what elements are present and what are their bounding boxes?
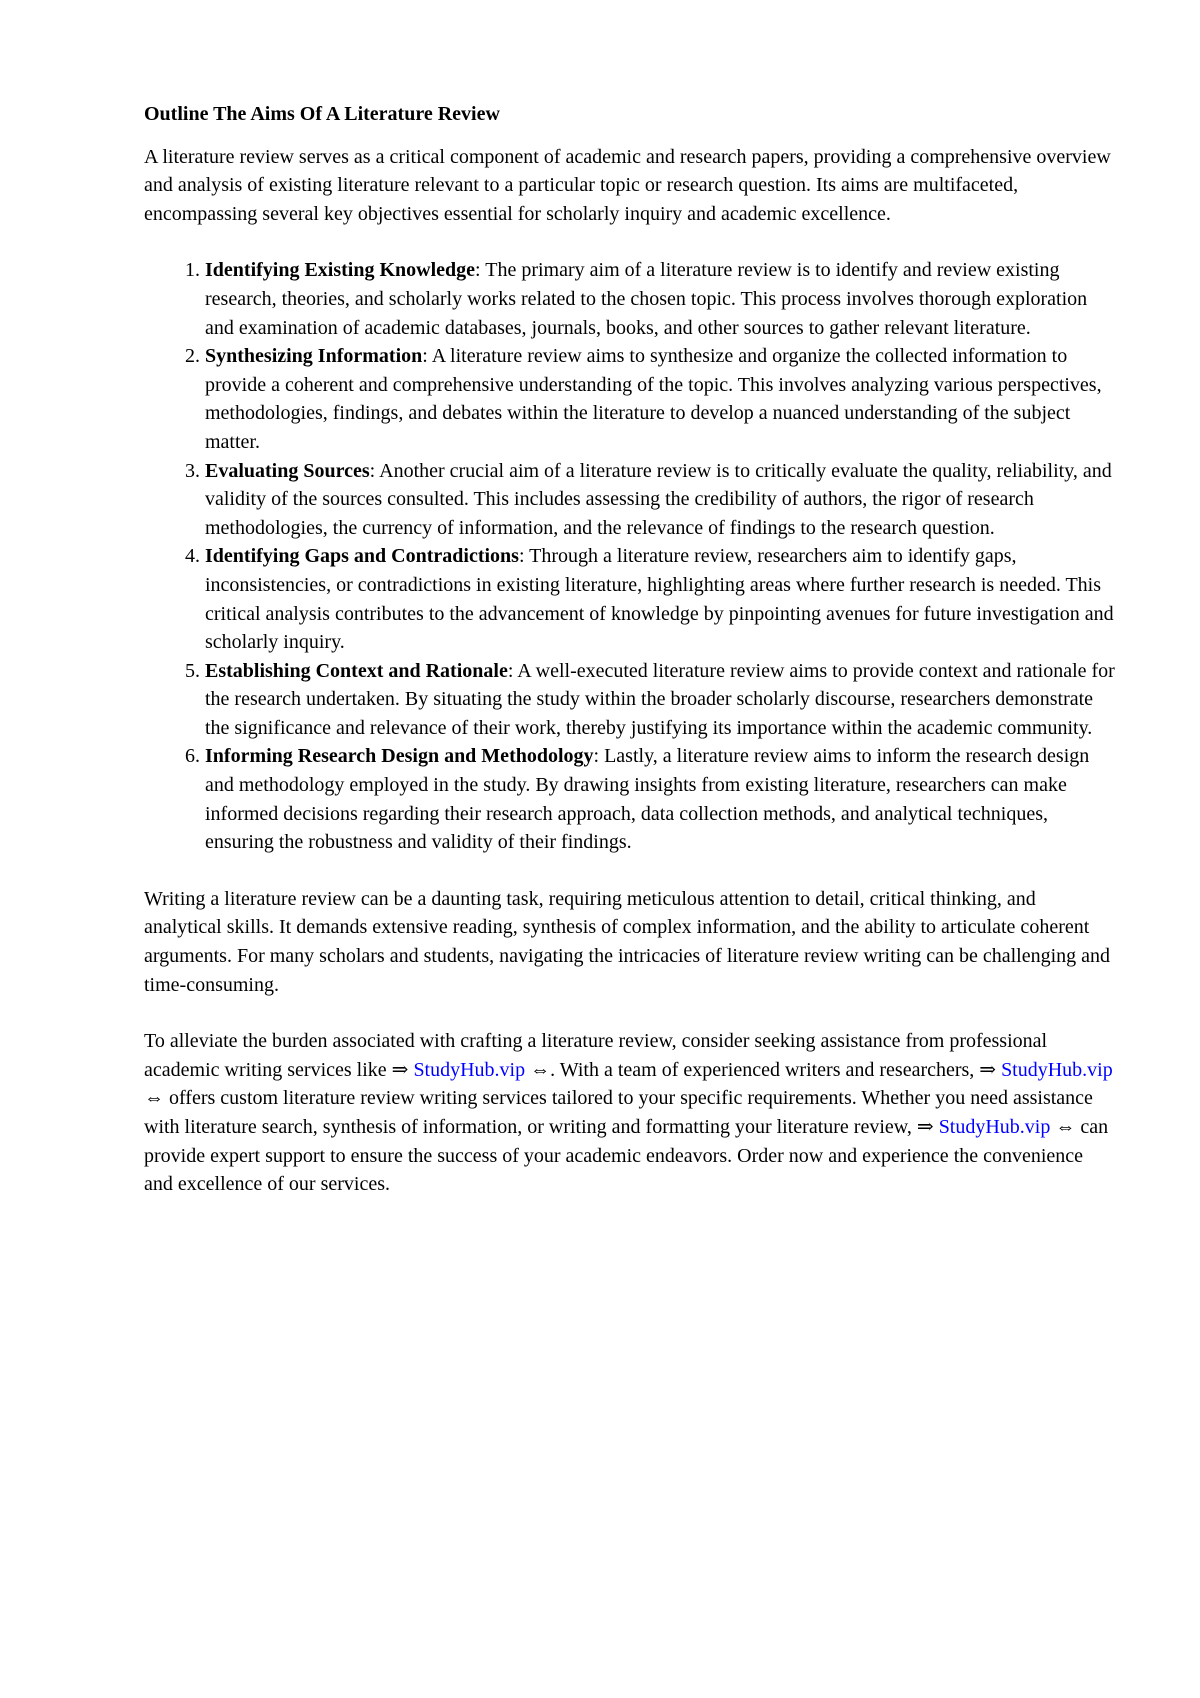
aim-text: : Another crucial aim of a literature review is to critically evaluate the quality, reliability, and validity of the sources consulted. This includes assessing the credibility of authors, the rigor of research methodologies, the currency of information, and the relevance of findings to the research question. bbox=[205, 459, 1112, 539]
aim-item-synthesizing-information bbox=[205, 342, 1116, 456]
aim-text: : Through a literature review, researchers aim to identify gaps, inconsistencies, or contradictions in existing literature, highlighting areas where further research is needed. This critical analysis contributes to the advancement of knowledge by pinpointing avenues for future investigation and scholarly inquiry. bbox=[205, 545, 1114, 654]
aim-item-identifying-gaps bbox=[205, 542, 1116, 656]
aim-title: Evaluating Sources bbox=[205, 459, 370, 482]
aim-item-evaluating-sources bbox=[205, 457, 1116, 543]
closing-paragraph bbox=[144, 1027, 1116, 1199]
studyhub-link-3[interactable]: StudyHub.vip bbox=[938, 1116, 1051, 1138]
intro-paragraph: A literature review serves as a critical component of academic and research papers, providing a comprehensive overview and analysis of existing literature relevant to a particular topic or research question. Its aims are multifaceted, encompassing several key objectives essential for scholarly inquiry and academic excellence. bbox=[144, 145, 1111, 225]
studyhub-link-1[interactable]: StudyHub.vip bbox=[413, 1058, 526, 1081]
aim-title: Establishing Context and Rationale bbox=[205, 659, 508, 682]
closing-text-2: ⇔. With a team of experienced writers and researchers, ⇒ bbox=[525, 1058, 1002, 1081]
aim-item-establishing-context bbox=[205, 657, 1116, 743]
aim-title: Synthesizing Information bbox=[205, 345, 423, 368]
document-page bbox=[144, 100, 1116, 1227]
closing-text-3: ⇔ offers custom literature review writing services tailored to your specific requirements. Whether you need assistance with literature search, synthesis of information, or writing and formatting your literature review, ⇒ bbox=[144, 1087, 1093, 1138]
aims-list bbox=[144, 256, 1116, 856]
aim-item-informing-research-design bbox=[205, 742, 1116, 856]
aim-text: : Lastly, a literature review aims to inform the research design and methodology employed in the study. By drawing insights from existing literature, researchers can make informed decisions regarding their research approach, data collection methods, and analytical techniques, ensuring the robustness and validity of their findings. bbox=[205, 745, 1090, 854]
aim-title: Informing Research Design and Methodology bbox=[205, 745, 594, 768]
aim-text: : The primary aim of a literature review is to identify and review existing research, theories, and scholarly works related to the chosen topic. This process involves thorough exploration and examination of academic databases, journals, books, and other sources to gather relevant literature. bbox=[205, 259, 1088, 339]
aim-text: : A literature review aims to synthesize and organize the collected information to provide a coherent and comprehensive understanding of the topic. This involves analyzing various perspectives, methodologies, findings, and debates within the literature to develop a nuanced understanding of the subject matter. bbox=[205, 345, 1102, 453]
closing-text-4: ⇔ can provide expert support to ensure the success of your academic endeavors. Order now and experience the convenience and excellence of our services. bbox=[144, 1116, 1109, 1196]
closing-text-1: To alleviate the burden associated with crafting a literature review, consider seeking assistance from professional academic writing services like ⇒ bbox=[144, 1030, 1048, 1081]
aim-title: Identifying Existing Knowledge bbox=[205, 259, 476, 282]
document-title: Outline The Aims Of A Literature Review bbox=[144, 103, 500, 125]
aim-item-identifying-existing-knowledge bbox=[205, 256, 1116, 342]
studyhub-link-2[interactable]: StudyHub.vip bbox=[1001, 1058, 1113, 1081]
aim-text: : A well-executed literature review aims to provide context and rationale for the research undertaken. By situating the study within the broader scholarly discourse, researchers demonstrate the significance and relevance of their work, thereby justifying its importance within the academic community. bbox=[205, 659, 1115, 739]
challenge-paragraph: Writing a literature review can be a daunting task, requiring meticulous attention to detail, critical thinking, and analytical skills. It demands extensive reading, synthesis of complex information, and the ability to articulate coherent arguments. For many scholars and students, navigating the intricacies of literature review writing can be challenging and time-consuming. bbox=[144, 887, 1111, 996]
aim-title: Identifying Gaps and Contradictions bbox=[205, 545, 519, 568]
